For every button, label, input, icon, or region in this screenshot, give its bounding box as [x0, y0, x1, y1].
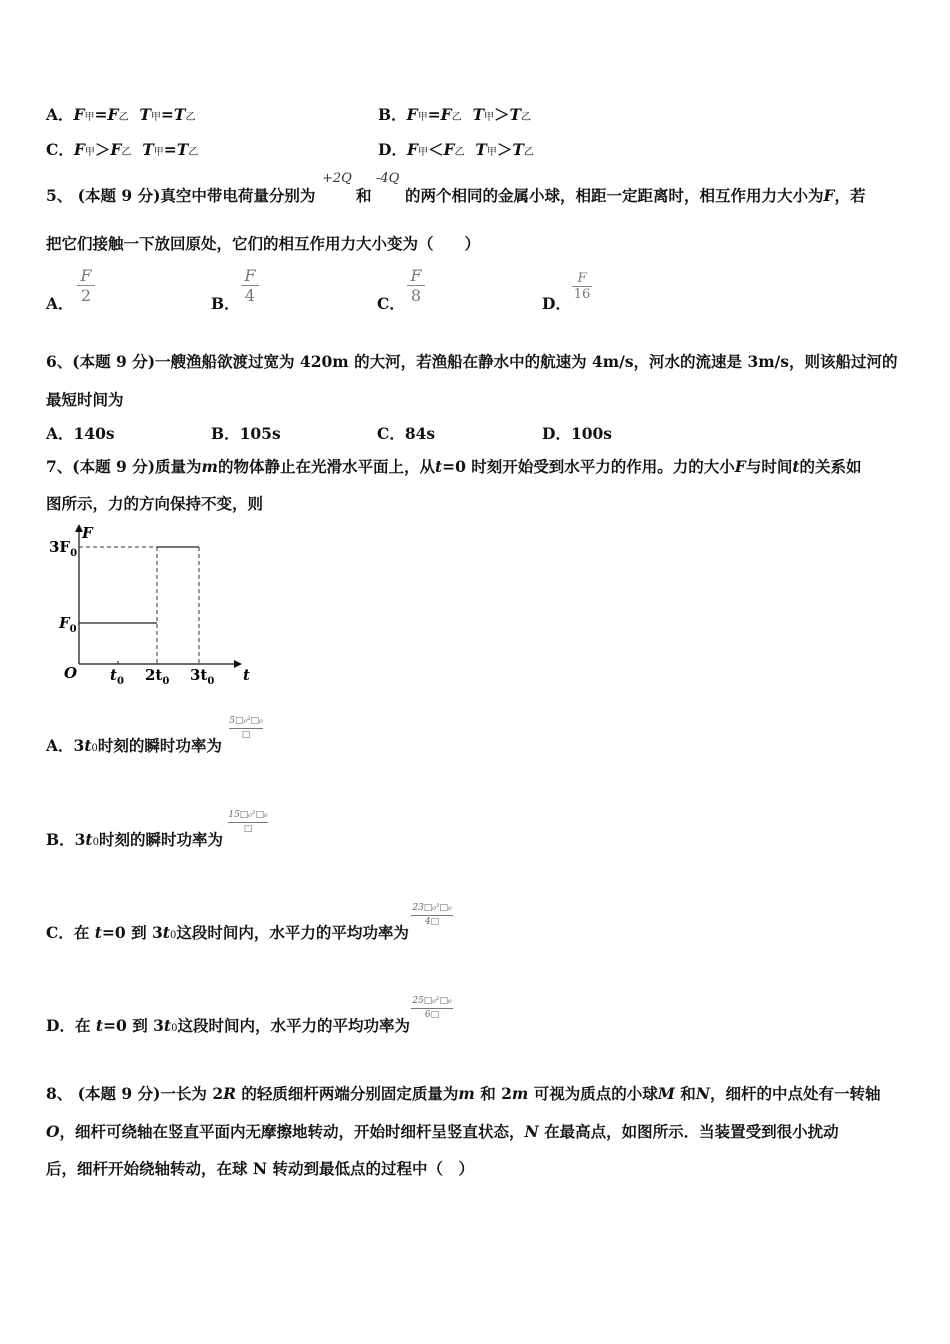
q7-option-a[interactable]: A．3t0时刻的瞬时功率为 — [46, 736, 222, 755]
q5-option-b-label[interactable]: B． — [211, 294, 240, 313]
x-tick-3t0: $3t_0$ — [190, 666, 215, 687]
q5-option-d-fraction: F 16 — [573, 271, 591, 302]
q7-option-d[interactable]: D．在 t=0 到 3t0这段时间内，水平力的平均功率为 — [46, 1016, 410, 1035]
q5-charge-1: +2Q — [322, 171, 352, 186]
x-axis-label: t — [243, 666, 250, 684]
q5-option-a-fraction: F 2 — [77, 266, 95, 305]
q6-option-b[interactable]: B．105s — [211, 424, 281, 443]
y-tick-3f0: $3F_0$ — [49, 538, 78, 559]
q7-option-b[interactable]: B．3t0时刻的瞬时功率为 — [46, 830, 223, 849]
q6-stem-line1: 6、(本题 9 分)一艘渔船欲渡过宽为 420m 的大河，若渔船在静水中的航速为 4m/s，河水的流速是 3m/s，则该船过河的 — [46, 352, 898, 371]
q4-option-d[interactable]: D．F甲＜F乙 T甲＞T乙 — [378, 140, 534, 159]
q4-option-c[interactable]: C．F甲＞F乙 T甲=T乙 — [46, 140, 199, 159]
x-axis-arrow — [234, 660, 242, 668]
q7-option-b-fraction: 15□₀²□₀ □ — [228, 810, 268, 834]
q5-option-c-label[interactable]: C． — [377, 294, 405, 313]
y-axis-label: F — [82, 524, 93, 542]
q7-option-c[interactable]: C．在 t=0 到 3t0这段时间内，水平力的平均功率为 — [46, 923, 409, 942]
q7-stem-line2: 图所示，力的方向保持不变，则 — [46, 494, 264, 513]
q6-stem-line2: 最短时间为 — [46, 390, 124, 409]
q5-and: 和 — [356, 186, 372, 205]
x-tick-t0: $t_0$ — [110, 666, 124, 687]
q7-option-c-fraction: 23□₀²□₀ 4□ — [412, 903, 452, 927]
q5-stem-prefix: 5、 (本题 9 分)真空中带电荷量分别为 — [46, 186, 316, 205]
q6-option-a[interactable]: A．140s — [46, 424, 115, 443]
q7-option-a-fraction: 5□₀²□₀ □ — [229, 716, 263, 740]
q5-option-b-fraction: F 4 — [241, 266, 259, 305]
q5-option-d-label[interactable]: D． — [542, 294, 571, 313]
q5-charge-2: -4Q — [376, 171, 400, 186]
q5-stem-line2: 把它们接触一下放回原处，它们的相互作用力大小变为（ ） — [46, 234, 481, 253]
q7-force-time-graph — [40, 518, 260, 698]
q8-stem-line2: O，细杆可绕轴在竖直平面内无摩擦地转动，开始时细杆呈竖直状态，N 在最高点，如图所示．当装置受到很小扰动 — [46, 1122, 839, 1141]
q4-option-a[interactable]: A．F甲=F乙 T甲=T乙 — [46, 105, 196, 124]
x-tick-2t0: $2t_0$ — [145, 666, 170, 687]
q6-option-c[interactable]: C．84s — [377, 424, 436, 443]
q8-stem-line1: 8、 (本题 9 分)一长为 2R 的轻质细杆两端分别固定质量为m 和 2m 可视为质点的小球M 和N，细杆的中点处有一转轴 — [46, 1084, 881, 1103]
y-tick-f0: $F_0$ — [59, 614, 77, 635]
q5-option-c-fraction: F 8 — [407, 266, 425, 305]
q7-option-d-fraction: 25□₀²□₀ 6□ — [412, 996, 452, 1020]
q6-option-d[interactable]: D．100s — [542, 424, 613, 443]
origin-label: O — [64, 664, 78, 682]
q5-option-a-label[interactable]: A． — [46, 294, 74, 313]
q7-stem-line1: 7、(本题 9 分)质量为m的物体静止在光滑水平面上，从t=0 时刻开始受到水平力的作用。力的大小F与时间t的关系如 — [46, 457, 862, 476]
q8-stem-line3: 后，细杆开始绕轴转动，在球 N 转动到最低点的过程中（ ） — [46, 1159, 474, 1178]
q4-option-b[interactable]: B．F甲=F乙 T甲＞T乙 — [378, 105, 532, 124]
q5-stem-rest: 的两个相同的金属小球，相距一定距离时，相互作用力大小为F，若 — [405, 186, 866, 205]
